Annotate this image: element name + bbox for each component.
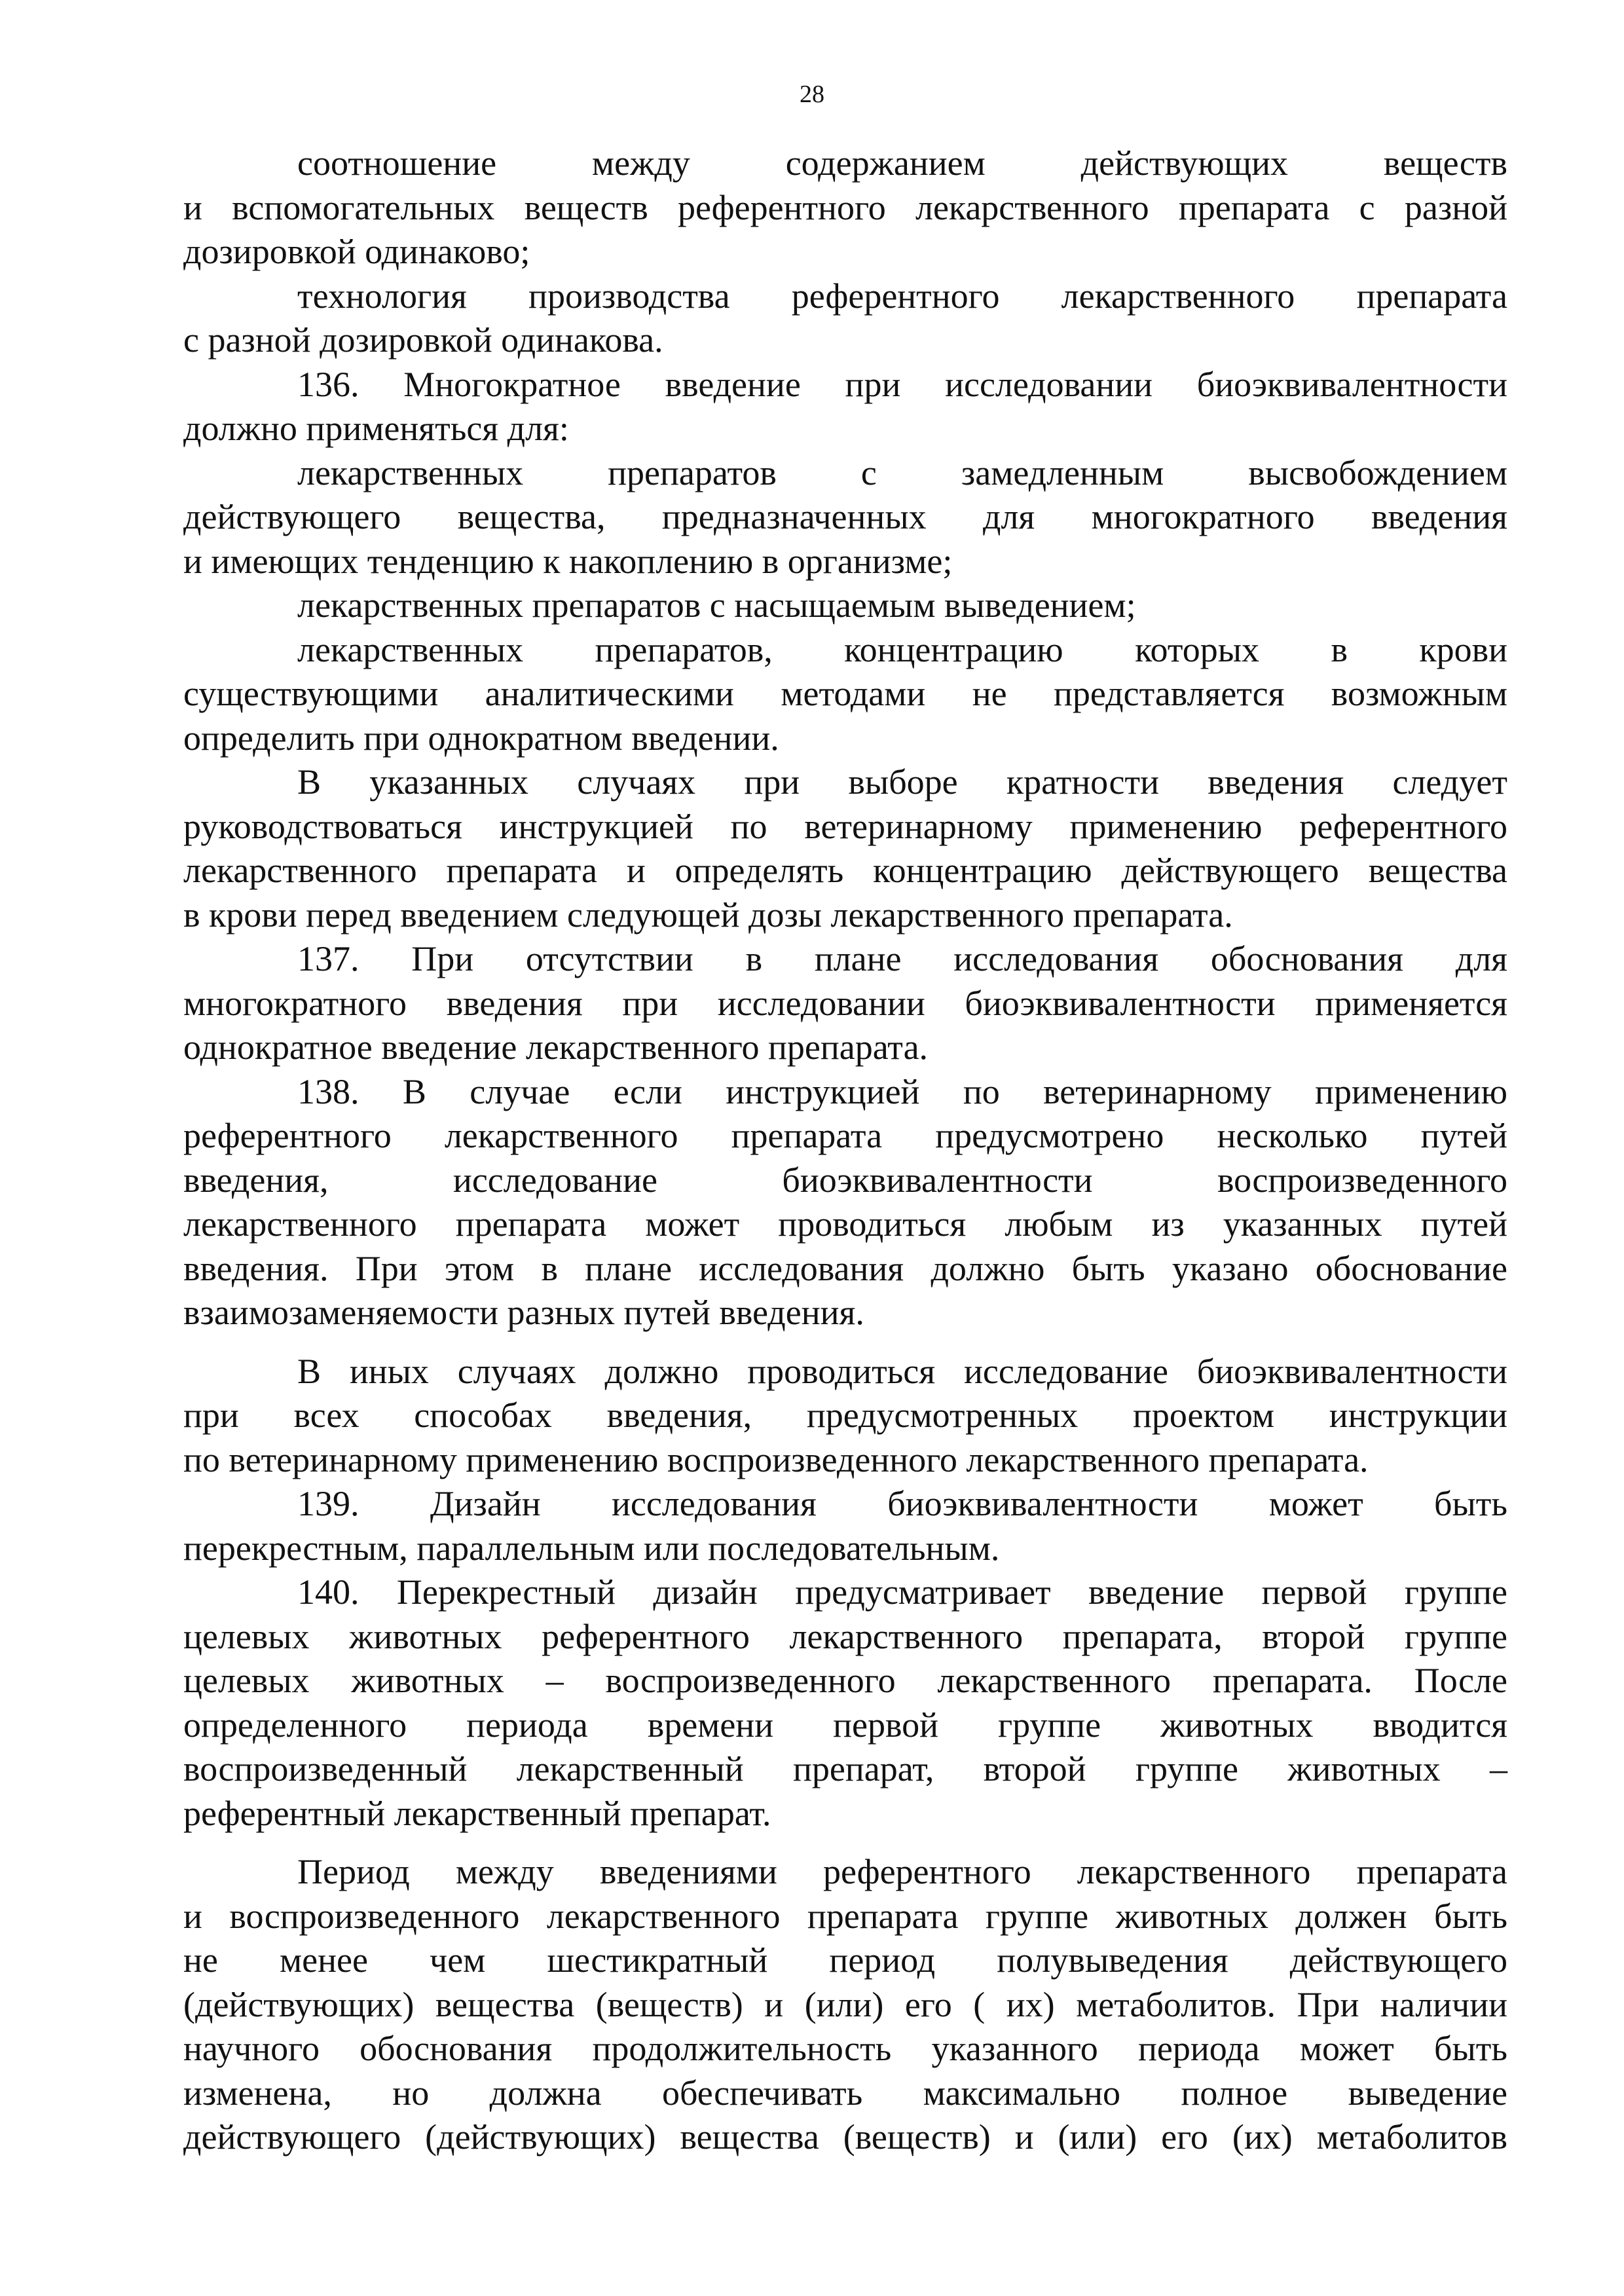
page-number: 28 <box>800 81 824 108</box>
text-line: научного обоснования продолжительность указанного периода может быть <box>183 2029 1507 2068</box>
text-line: 138. В случае если инструкцией по ветеринарному применению <box>297 1071 1507 1111</box>
text-line: должно применяться для: <box>183 409 569 448</box>
paragraph <box>183 363 1507 451</box>
text-line: целевых животных референтного лекарственного препарата, второй группе <box>183 1616 1507 1656</box>
paragraph <box>183 274 1507 363</box>
text-line: взаимозаменяемости разных путей введения. <box>183 1293 864 1332</box>
text-line: в крови перед введением следующей дозы лекарственного препарата. <box>183 895 1233 935</box>
text-line: и вспомогательных веществ референтного лекарственного препарата с разной <box>183 187 1507 227</box>
paragraph <box>183 141 1507 274</box>
text-line: (действующих) вещества (веществ) и (или) его ( их) метаболитов. При наличии <box>183 1984 1507 2024</box>
text-line: и воспроизведенного лекарственного препарата группе животных должен быть <box>183 1896 1507 1936</box>
text-line: технология производства референтного лекарственного препарата <box>297 276 1507 316</box>
text-line: многократного введения при исследовании биоэквивалентности применяется <box>183 983 1507 1023</box>
paragraph <box>183 937 1507 1070</box>
paragraph <box>183 1350 1507 1483</box>
text-line: дозировкой одинаково; <box>183 232 530 271</box>
text-line: целевых животных – воспроизведенного лекарственного препарата. После <box>183 1661 1507 1700</box>
text-line: действующего вещества, предназначенных для многократного введения <box>183 497 1507 536</box>
text-line: не менее чем шестикратный период полувыведения действующего <box>183 1940 1507 1980</box>
text-line: введения. При этом в плане исследования должно быть указано обоснование <box>183 1248 1507 1288</box>
paragraph <box>183 451 1507 584</box>
text-line: при всех способах введения, предусмотренных проектом инструкции <box>183 1396 1507 1435</box>
text-line: воспроизведенный лекарственный препарат, второй группе животных – <box>183 1749 1507 1788</box>
text-line: однократное введение лекарственного препарата. <box>183 1028 929 1067</box>
text-line: определенного периода времени первой группе животных вводится <box>183 1705 1507 1745</box>
text-line: 136. Многократное введение при исследовании биоэквивалентности <box>297 364 1507 404</box>
text-line: введения, исследование биоэквивалентности воспроизведенного <box>183 1160 1507 1200</box>
text-line: лекарственных препаратов с насыщаемым выведением; <box>297 585 1136 625</box>
document-body <box>183 141 1507 2160</box>
text-line: определить при однократном введении. <box>183 718 779 758</box>
text-line: руководствоваться инструкцией по ветеринарному применению референтного <box>183 806 1507 846</box>
paragraph <box>183 583 1507 628</box>
text-line: существующими аналитическими методами не представляется возможным <box>183 674 1507 713</box>
text-line: 139. Дизайн исследования биоэквивалентности может быть <box>297 1484 1507 1523</box>
text-line: действующего (действующих) вещества (веществ) и (или) его (их) метаболитов <box>183 2117 1507 2157</box>
text-line: соотношение между содержанием действующих веществ <box>297 143 1507 183</box>
text-line: В иных случаях должно проводиться исследование биоэквивалентности <box>297 1351 1507 1391</box>
text-line: лекарственных препаратов, концентрацию которых в крови <box>297 629 1507 669</box>
text-line: 137. При отсутствии в плане исследования обоснования для <box>297 939 1507 978</box>
text-line: лекарственного препарата может проводиться любым из указанных путей <box>183 1204 1507 1244</box>
paragraph <box>183 1482 1507 1570</box>
text-line: по ветеринарному применению воспроизведенного лекарственного препарата. <box>183 1439 1369 1479</box>
text-line: лекарственного препарата и определять концентрацию действующего вещества <box>183 851 1507 890</box>
paragraph <box>183 628 1507 761</box>
text-line: 140. Перекрестный дизайн предусматривает введение первой группе <box>297 1572 1507 1612</box>
text-line: лекарственных препаратов с замедленным высвобождением <box>297 453 1507 492</box>
text-line: изменена, но должна обеспечивать максимально полное выведение <box>183 2073 1507 2113</box>
text-line: В указанных случаях при выборе кратности введения следует <box>297 762 1507 802</box>
paragraph <box>183 1570 1507 1836</box>
paragraph <box>183 1850 1507 2160</box>
text-line: референтного лекарственного препарата предусмотрено несколько путей <box>183 1116 1507 1155</box>
paragraph <box>183 1070 1507 1335</box>
paragraph <box>183 760 1507 937</box>
text-line: Период между введениями референтного лекарственного препарата <box>297 1852 1507 1891</box>
text-line: перекрестным, параллельным или последовательным. <box>183 1528 1000 1568</box>
text-line: референтный лекарственный препарат. <box>183 1793 771 1833</box>
text-line: и имеющих тенденцию к накоплению в организме; <box>183 541 953 581</box>
text-line: с разной дозировкой одинакова. <box>183 320 663 360</box>
